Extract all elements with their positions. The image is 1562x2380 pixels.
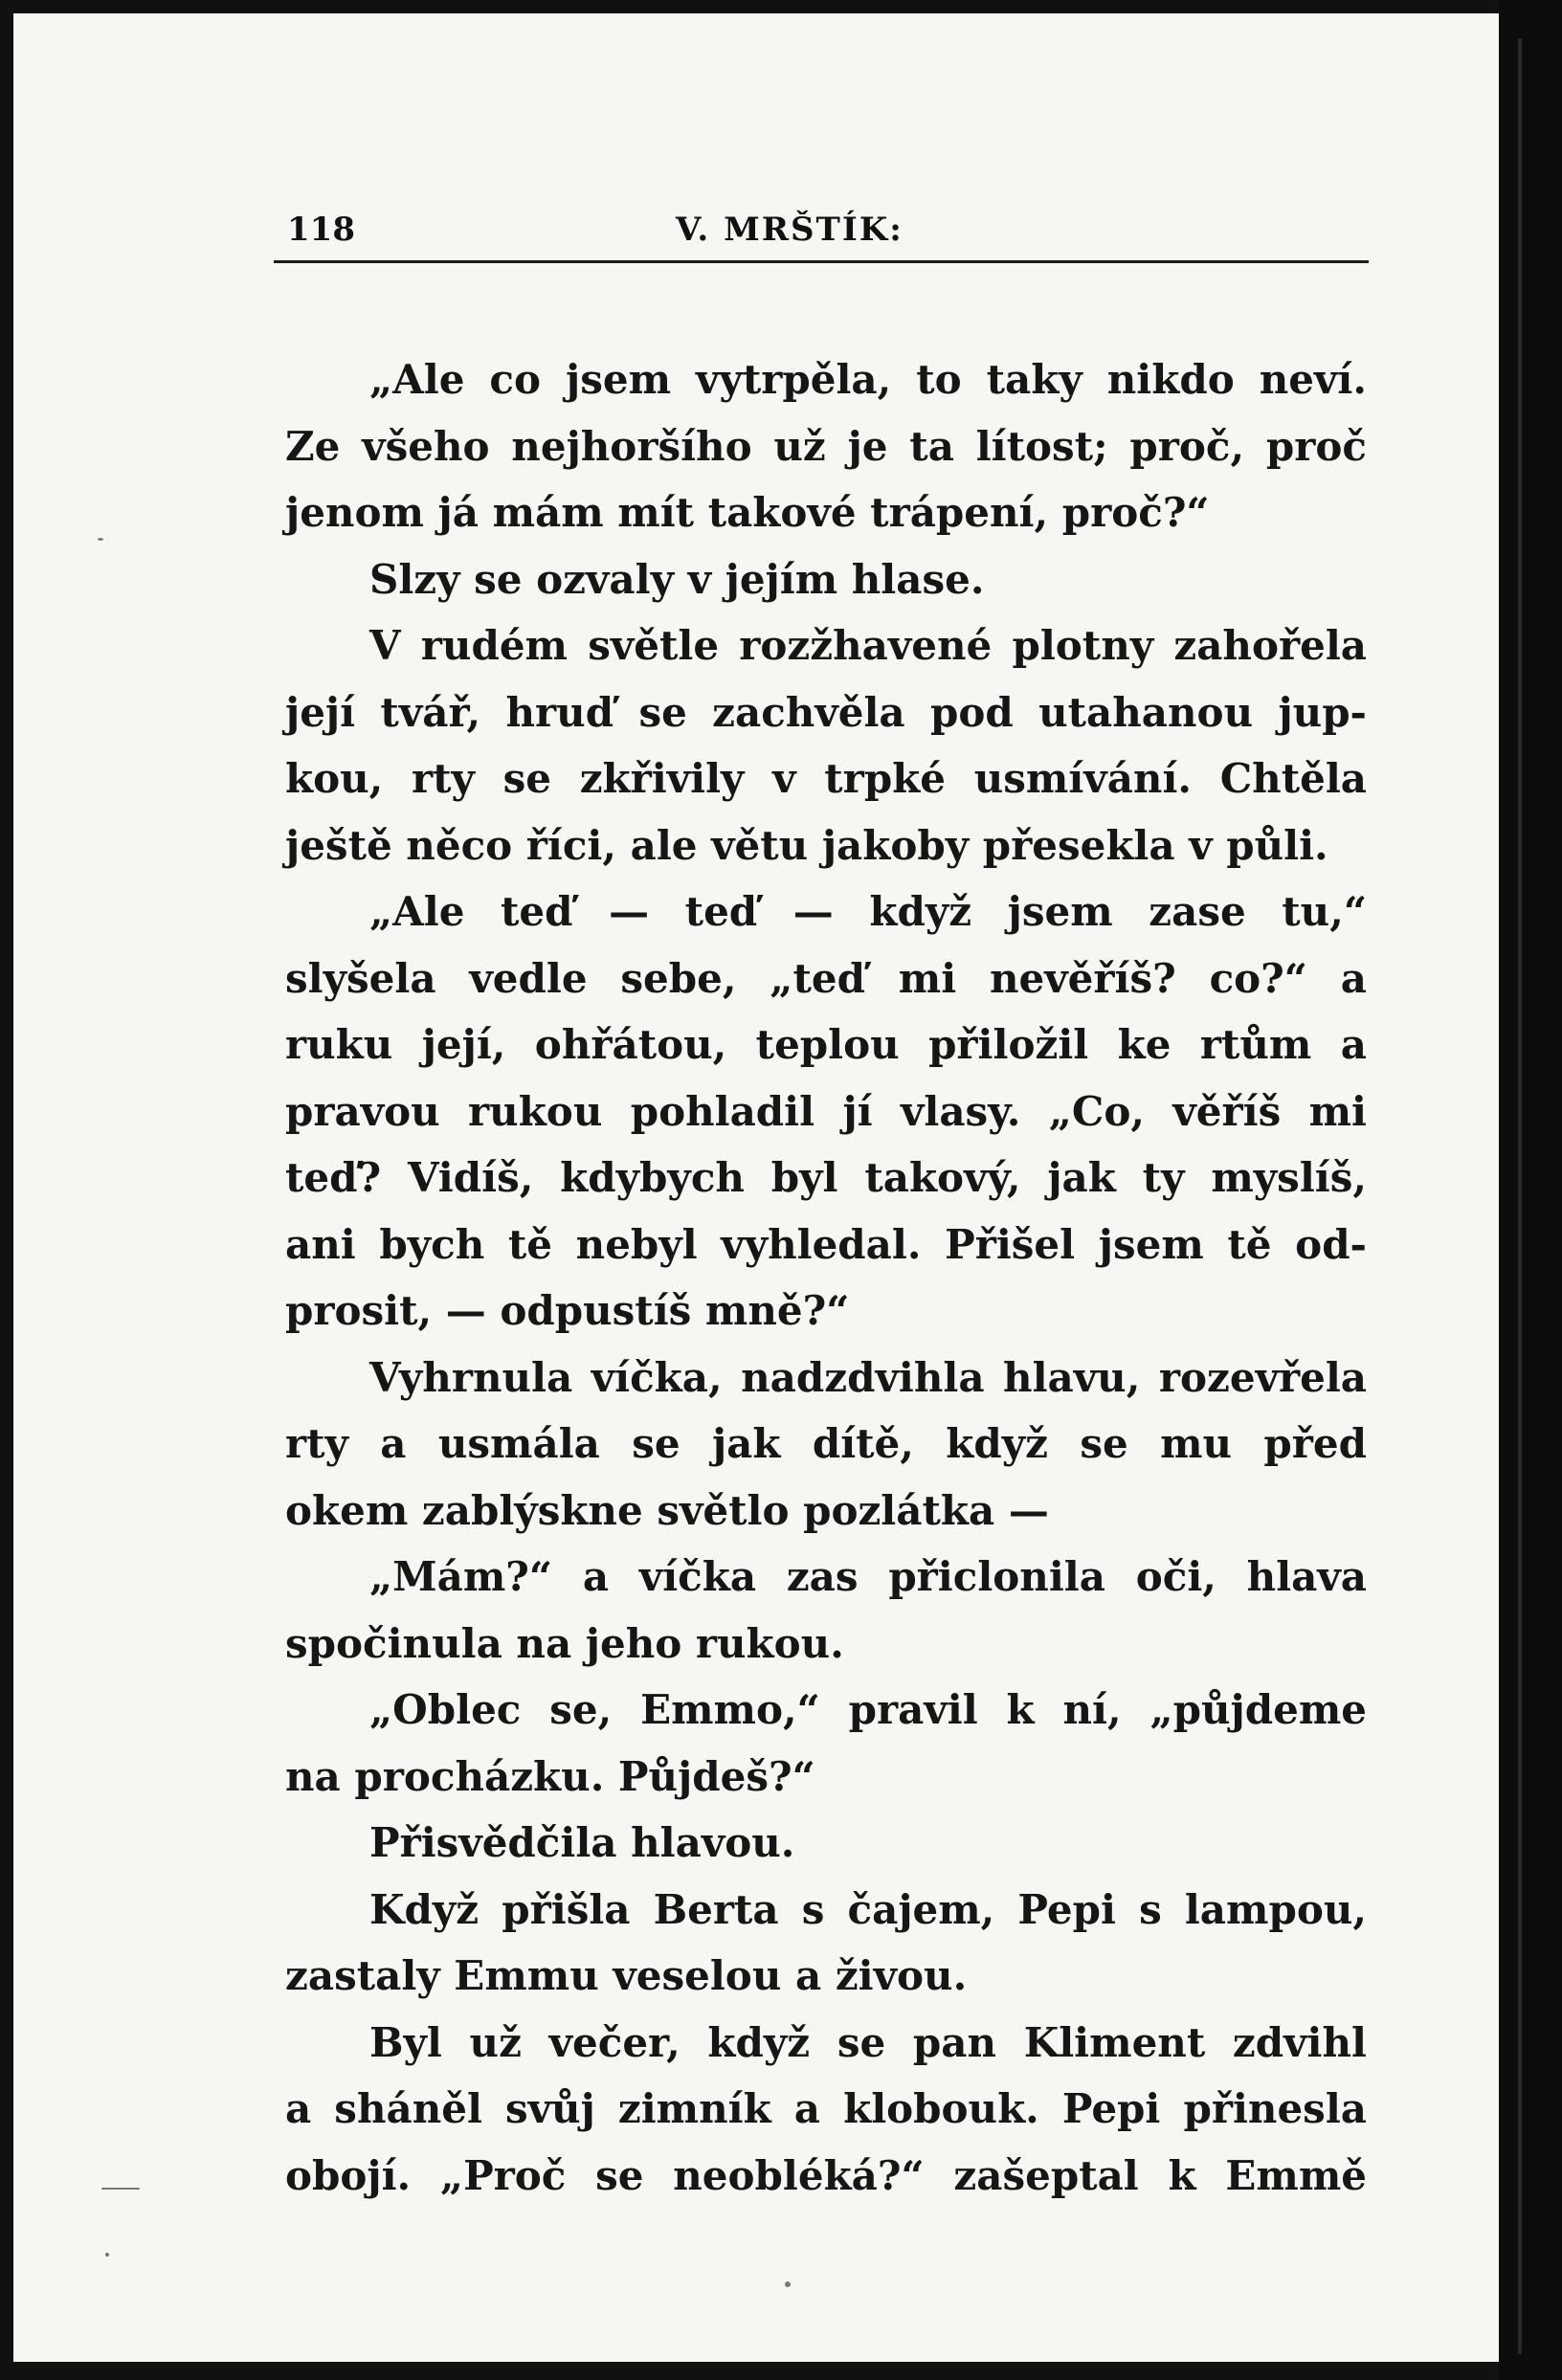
text-line: Vyhrnula víčka, nadzdvihla hlavu, rozevřela [369, 1353, 1367, 1401]
text-line: ruku její, ohřátou, teplou přiložil ke rtům a [285, 1021, 1367, 1068]
text-line: ani bych tě nebyl vyhledal. Přišel jsem tě od- [285, 1220, 1367, 1268]
text-line: Byl už večer, když se pan Kliment zdvihl [369, 2018, 1367, 2066]
header-rule [274, 260, 1369, 263]
text-line: prosit, — odpustíš mně?“ [285, 1287, 850, 1334]
text-line: „Ale teď — teď — když jsem zase tu,“ [369, 888, 1367, 935]
page-number: 118 [287, 211, 355, 249]
text-line: rty a usmála se jak dítě, když se mu před [285, 1420, 1367, 1467]
paper-speck [101, 2188, 140, 2190]
text-line: zastaly Emmu veselou a živou. [285, 1952, 968, 1999]
paper-speck [105, 2253, 109, 2257]
text-line: Přisvědčila hlavou. [369, 1819, 795, 1866]
page-header [274, 203, 1367, 260]
text-line: „Mám?“ a víčka zas přiclonila oči, hlava [369, 1553, 1367, 1600]
paper-speck [98, 538, 103, 541]
text-line: ještě něco říci, ale větu jakoby přesekla v půli. [285, 821, 1328, 869]
paper-speck [785, 2281, 791, 2287]
book-page [13, 13, 1499, 2362]
text-line: Slzy se ozvaly v jejím hlase. [369, 555, 985, 603]
text-line: a sháněl svůj zimník a klobouk. Pepi přinesla [285, 2085, 1367, 2132]
text-line: okem zablýskne světlo pozlátka — [285, 1486, 1049, 1534]
text-line: jenom já mám mít takové trápení, proč?“ [285, 489, 1210, 536]
text-line: pravou rukou pohladil jí vlasy. „Co, věříš mi [285, 1087, 1367, 1135]
text-line: její tvář, hruď se zachvěla pod utahanou jup- [285, 688, 1367, 736]
page-edge-shadow [1499, 0, 1562, 2380]
text-line: obojí. „Proč se neobléká?“ zašeptal k Emmě [285, 2151, 1367, 2199]
text-line: spočinula na jeho rukou. [285, 1619, 844, 1667]
text-line: „Ale co jsem vytrpěla, to taky nikdo neví. [369, 356, 1367, 403]
text-line: kou, rty se zkřivily v trpké usmívání. Chtěla [285, 755, 1367, 802]
text-line: na procházku. Půjdeš?“ [285, 1752, 815, 1800]
text-line: V rudém světle rozžhavené plotny zahořela [369, 622, 1367, 669]
running-head: V. MRŠTÍK: [676, 211, 904, 249]
text-line: Ze všeho nejhoršího už je ta lítost; proč, proč [285, 422, 1367, 470]
body-text [285, 346, 1367, 2209]
text-line: teď? Vidíš, kdybych byl takový, jak ty myslíš, [285, 1154, 1367, 1201]
page-edge-line [1518, 38, 1522, 2354]
text-line: „Oblec se, Emmo,“ pravil k ní, „půjdeme [369, 1686, 1367, 1733]
text-line: Když přišla Berta s čajem, Pepi s lampou, [369, 1885, 1367, 1933]
text-line: slyšela vedle sebe, „teď mi nevěříš? co?“ a [285, 954, 1367, 1002]
